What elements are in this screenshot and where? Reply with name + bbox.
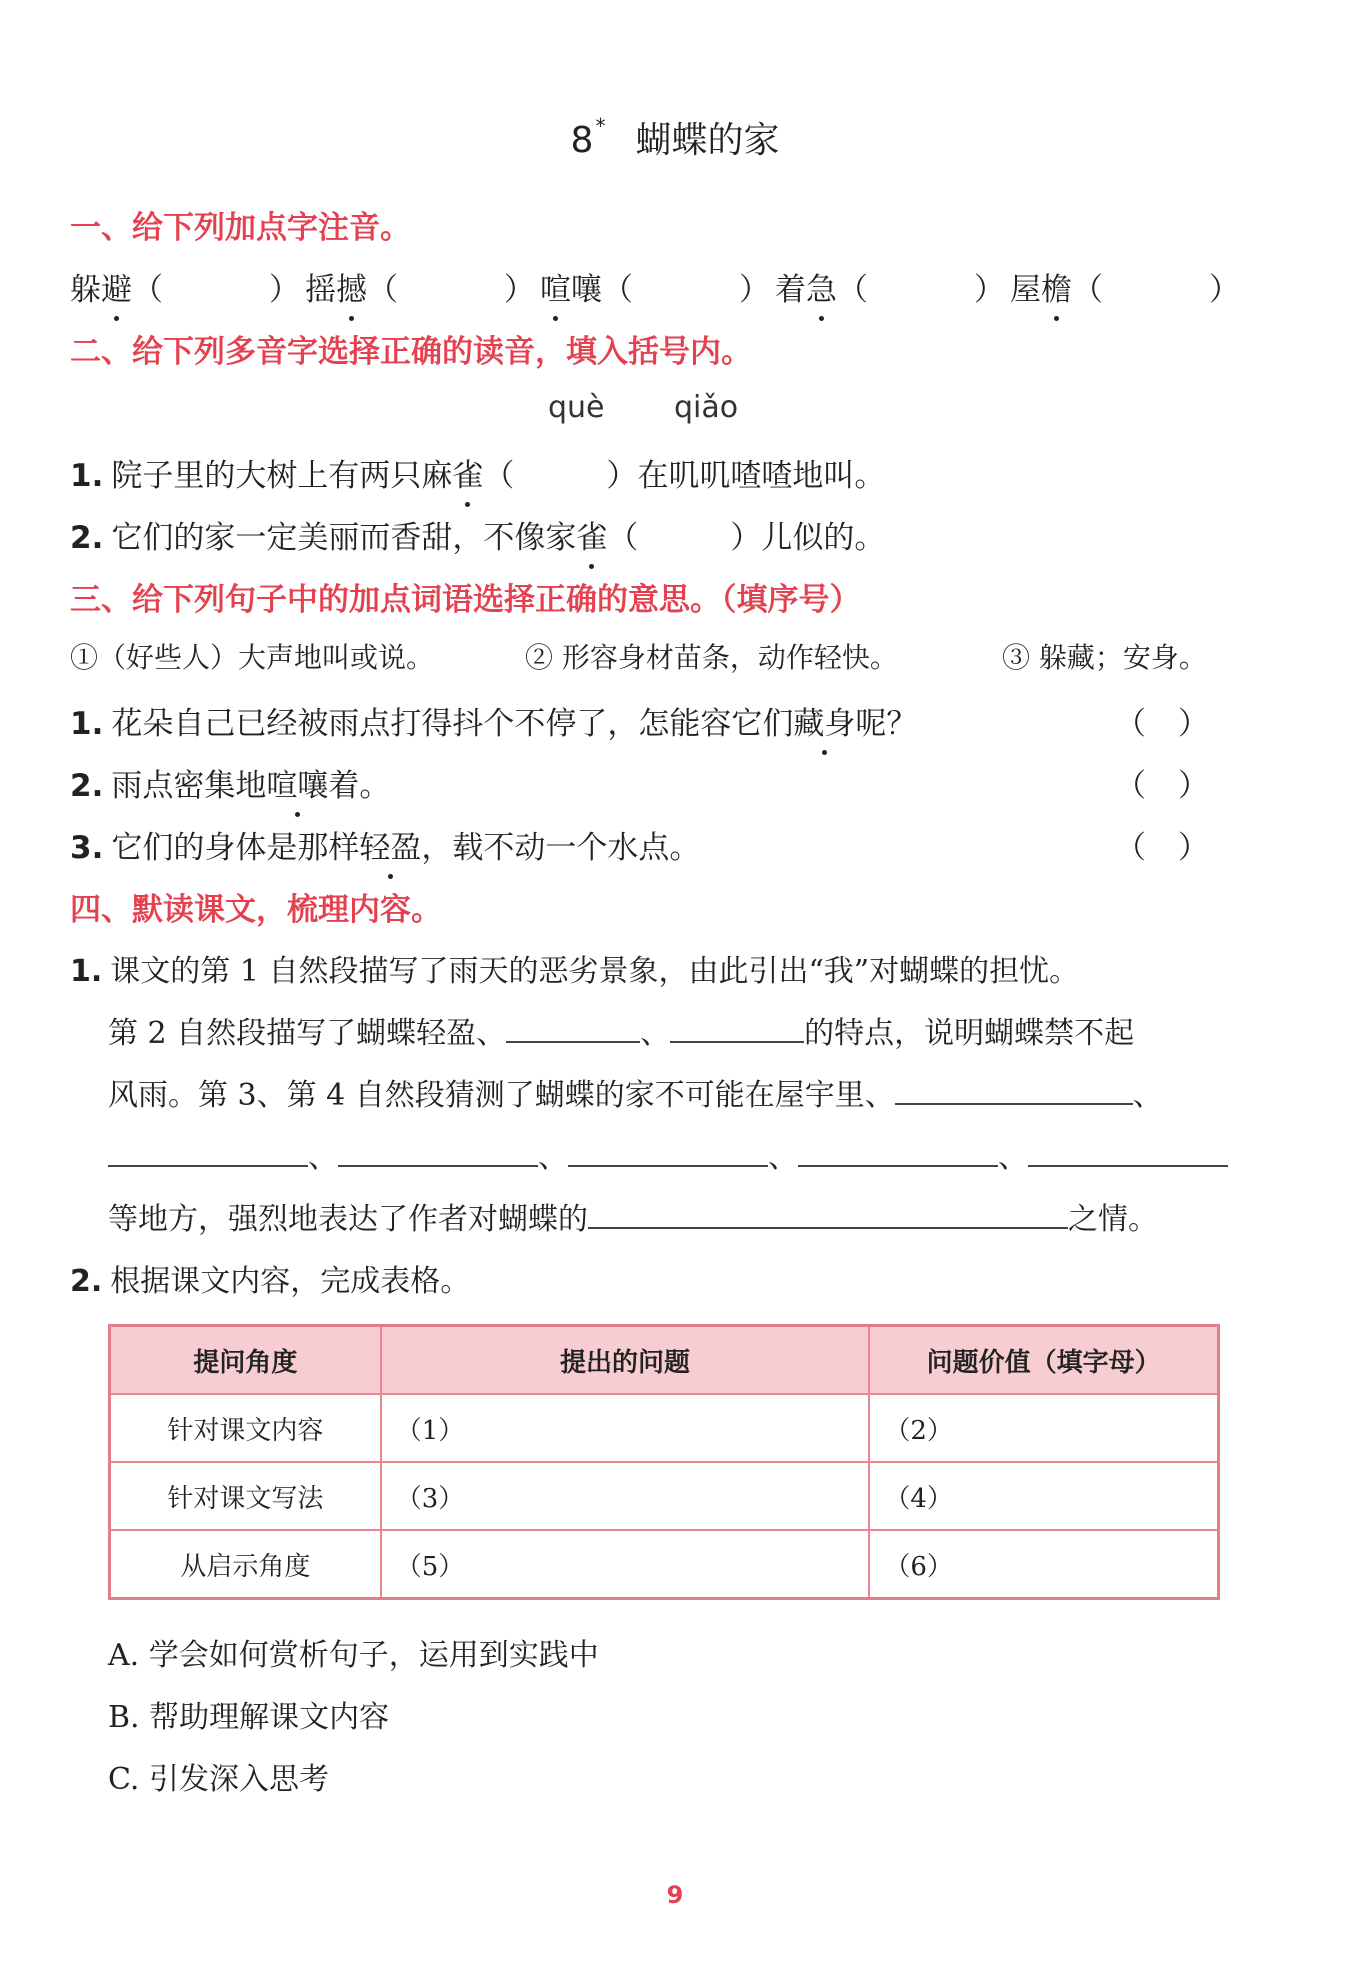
choice-b: B. 帮助理解课文内容: [108, 1700, 390, 1735]
section-1-heading: 一、给下列加点字注音。: [70, 210, 411, 246]
option-3: ③ 躲藏；安身。: [1002, 641, 1207, 674]
lesson-number: 8 *: [570, 114, 606, 161]
table-row: [110, 1394, 1219, 1462]
fill-blank[interactable]: [506, 1013, 640, 1043]
section-3-question-1: 1. 花朵自己已经被雨点打得抖个不停了，怎能容它们藏身呢？: [70, 698, 917, 743]
table-cell-answer[interactable]: （2）: [869, 1394, 1218, 1462]
table-cell-answer[interactable]: （3）: [381, 1462, 870, 1530]
section-4-paragraph-1-line-5: 等地方，强烈地表达了作者对蝴蝶的 之情。: [108, 1194, 1158, 1238]
section-4-paragraph-2: 2. 根据课文内容，完成表格。: [70, 1264, 471, 1299]
answer-box-3[interactable]: （ ）: [1115, 830, 1209, 866]
table-cell: 从启示角度: [110, 1530, 381, 1599]
table-header-row: [110, 1326, 1219, 1395]
fill-blank[interactable]: [568, 1137, 768, 1167]
table-cell-answer[interactable]: （6）: [869, 1530, 1218, 1599]
table-header: 提问角度: [110, 1326, 381, 1395]
fill-blank[interactable]: [895, 1075, 1133, 1105]
lesson-title: [0, 112, 1350, 163]
section-4-heading: 四、默读课文，梳理内容。: [70, 892, 442, 928]
answer-box-2[interactable]: （ ）: [1115, 768, 1209, 804]
section-1-item-3: 喧嚷（ ）: [540, 264, 770, 309]
section-4-paragraph-1-line-2: 第 2 自然段描写了蝴蝶轻盈、 、 的特点，说明蝴蝶禁不起: [108, 1008, 1134, 1052]
answer-box-1[interactable]: （ ）: [1115, 706, 1209, 742]
table-header: 问题价值（填字母）: [869, 1326, 1218, 1395]
section-4-paragraph-1-line-3: 风雨。第 3、第 4 自然段猜测了蝴蝶的家不可能在屋宇里、 、: [108, 1070, 1163, 1114]
section-4-paragraph-1-line-1: 1. 课文的第 1 自然段描写了雨天的恶劣景象，由此引出“我”对蝴蝶的担忧。: [70, 954, 1080, 989]
fill-blank[interactable]: [670, 1013, 804, 1043]
page-number: 9: [666, 1881, 684, 1909]
table-row: [110, 1462, 1219, 1530]
choice-c: C. 引发深入思考: [108, 1762, 329, 1797]
section-3-heading: 三、给下列句子中的加点词语选择正确的意思。（填序号）: [70, 582, 861, 618]
table-cell: 针对课文内容: [110, 1394, 381, 1462]
fill-blank[interactable]: [588, 1199, 1068, 1229]
table-cell-answer[interactable]: （1）: [381, 1394, 870, 1462]
section-1-item-4: 着急（ ）: [775, 264, 1005, 309]
choice-a: A. 学会如何赏析句子，运用到实践中: [108, 1638, 599, 1673]
section-2-question-1: 1. 院子里的大树上有两只麻雀（ ）在叽叽喳喳地叫。: [70, 450, 885, 495]
option-1: ①（好些人）大声地叫或说。: [70, 641, 435, 674]
fill-blank[interactable]: [1028, 1137, 1228, 1167]
option-2: ② 形容身材苗条，动作轻快。: [525, 641, 898, 674]
pinyin-qiao: qiǎo: [674, 390, 739, 425]
section-2-question-2: 2. 它们的家一定美丽而香甜，不像家雀（ ）儿似的。: [70, 512, 885, 557]
fill-blank[interactable]: [798, 1137, 998, 1167]
section-1-item-1: 躲避（ ）: [70, 264, 300, 309]
section-1-item-2: 摇撼（ ）: [305, 264, 535, 309]
table-cell-answer[interactable]: （5）: [381, 1530, 870, 1599]
section-2-heading: 二、给下列多音字选择正确的读音，填入括号内。: [70, 334, 752, 370]
pinyin-que: què: [548, 390, 605, 425]
table-row: [110, 1530, 1219, 1599]
table-cell-answer[interactable]: （4）: [869, 1462, 1218, 1530]
section-3-question-3: 3. 它们的身体是那样轻盈，载不动一个水点。: [70, 822, 700, 867]
lesson-title-text: 蝴蝶的家: [635, 120, 780, 161]
table-cell: 针对课文写法: [110, 1462, 381, 1530]
fill-blank[interactable]: [338, 1137, 538, 1167]
question-table: [108, 1324, 1220, 1600]
table-header: 提出的问题: [381, 1326, 870, 1395]
section-4-paragraph-1-line-4: 、 、 、 、: [108, 1132, 1228, 1176]
fill-blank[interactable]: [108, 1137, 308, 1167]
section-1-item-5: 屋檐（ ）: [1010, 264, 1240, 309]
section-3-question-2: 2. 雨点密集地喧嚷着。: [70, 760, 390, 805]
